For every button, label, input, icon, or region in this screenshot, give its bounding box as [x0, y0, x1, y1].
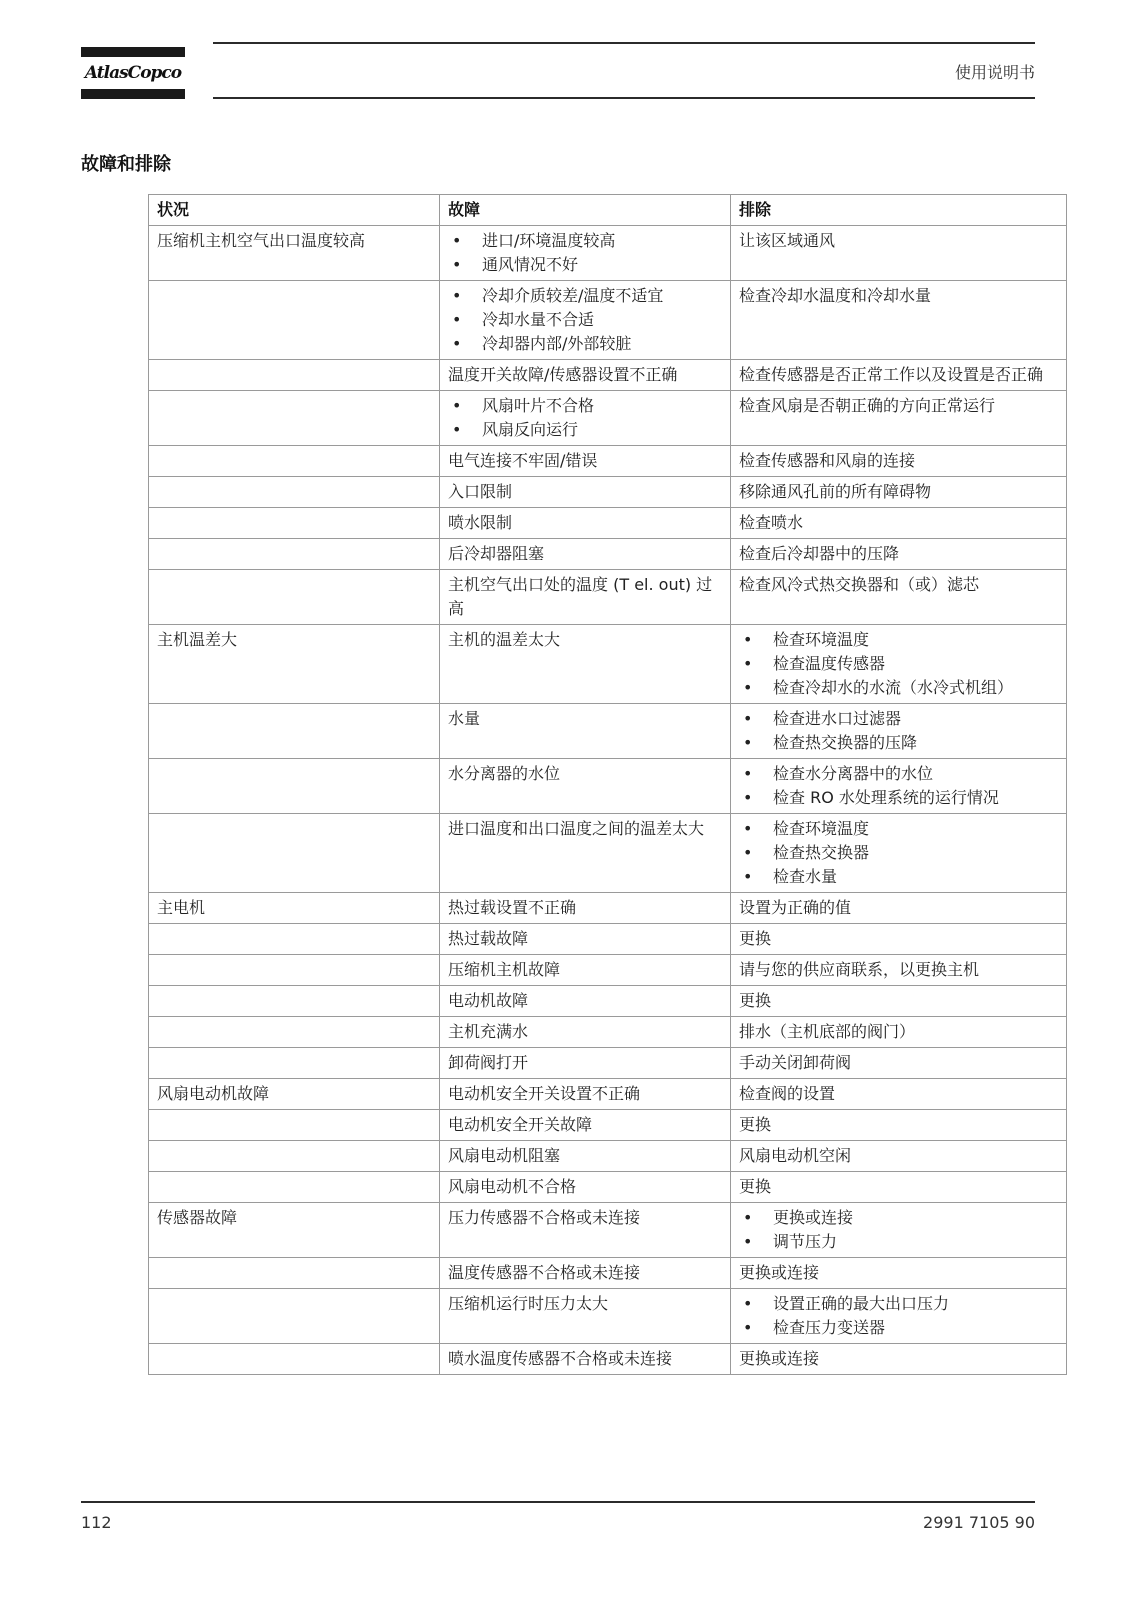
table-row: [149, 446, 1067, 477]
cell-condition: [149, 1289, 440, 1344]
cell-remedy: 设置为正确的值: [731, 893, 1067, 924]
cell-condition: [149, 1017, 440, 1048]
table-row: [149, 1079, 1067, 1110]
cell-condition: 风扇电动机故障: [149, 1079, 440, 1110]
remedy-bullet-list: [739, 1292, 1058, 1340]
table-row: [149, 477, 1067, 508]
cell-remedy: 更换或连接: [731, 1258, 1067, 1289]
cell-condition: [149, 508, 440, 539]
logo-wordmark: AtlasCopco: [84, 63, 182, 83]
table-row: [149, 226, 1067, 281]
table-row: [149, 281, 1067, 360]
table-header-row: [149, 195, 1067, 226]
table-row: [149, 391, 1067, 446]
cell-remedy: [731, 625, 1067, 704]
cell-condition: [149, 955, 440, 986]
cell-fault: 压力传感器不合格或未连接: [440, 1203, 731, 1258]
remedy-bullet-list: [739, 707, 1058, 755]
footer-rule: [81, 1501, 1035, 1503]
cell-condition: [149, 814, 440, 893]
table-body: [149, 226, 1067, 1375]
cell-condition: [149, 1141, 440, 1172]
cell-remedy: [731, 759, 1067, 814]
cell-condition: [149, 1344, 440, 1375]
cell-condition: [149, 539, 440, 570]
cell-fault: 入口限制: [440, 477, 731, 508]
cell-remedy: 检查传感器和风扇的连接: [731, 446, 1067, 477]
cell-remedy: 让该区域通风: [731, 226, 1067, 281]
bullet-item: • 检查水量: [739, 865, 1058, 889]
table-row: [149, 570, 1067, 625]
cell-remedy: [731, 1203, 1067, 1258]
cell-remedy: 检查传感器是否正常工作以及设置是否正确: [731, 360, 1067, 391]
cell-remedy: 检查冷却水温度和冷却水量: [731, 281, 1067, 360]
cell-fault: [440, 226, 731, 281]
document-number: 2991 7105 90: [923, 1513, 1035, 1532]
cell-fault: 卸荷阀打开: [440, 1048, 731, 1079]
table-row: [149, 924, 1067, 955]
cell-condition: [149, 924, 440, 955]
bullet-item: • 调节压力: [739, 1230, 1058, 1254]
cell-remedy: 检查风冷式热交换器和（或）滤芯: [731, 570, 1067, 625]
cell-remedy: 风扇电动机空闲: [731, 1141, 1067, 1172]
cell-condition: [149, 360, 440, 391]
table-row: [149, 1110, 1067, 1141]
cell-remedy: [731, 814, 1067, 893]
column-header-condition: 状况: [149, 195, 440, 226]
cell-remedy: 检查风扇是否朝正确的方向正常运行: [731, 391, 1067, 446]
cell-fault: [440, 281, 731, 360]
cell-fault: 喷水温度传感器不合格或未连接: [440, 1344, 731, 1375]
table-row: [149, 893, 1067, 924]
bullet-item: • 检查环境温度: [739, 628, 1058, 652]
atlas-copco-logo: [81, 47, 185, 99]
fault-bullet-list: [448, 284, 722, 356]
bullet-item: • 冷却水量不合适: [448, 308, 722, 332]
cell-condition: [149, 570, 440, 625]
cell-remedy: [731, 1289, 1067, 1344]
table-row: [149, 360, 1067, 391]
table-row: [149, 1344, 1067, 1375]
cell-fault: 电动机安全开关设置不正确: [440, 1079, 731, 1110]
bullet-item: • 检查进水口过滤器: [739, 707, 1058, 731]
bullet-item: • 检查冷却水的水流（水冷式机组）: [739, 676, 1058, 700]
table-row: [149, 1258, 1067, 1289]
cell-fault: 水分离器的水位: [440, 759, 731, 814]
remedy-bullet-list: [739, 817, 1058, 889]
table-row: [149, 955, 1067, 986]
table-row: [149, 625, 1067, 704]
cell-remedy: 检查阀的设置: [731, 1079, 1067, 1110]
table-row: [149, 1017, 1067, 1048]
cell-fault: 电气连接不牢固/错误: [440, 446, 731, 477]
cell-remedy: 更换: [731, 1172, 1067, 1203]
cell-fault: 压缩机运行时压力太大: [440, 1289, 731, 1344]
bullet-item: • 设置正确的最大出口压力: [739, 1292, 1058, 1316]
cell-fault: 温度传感器不合格或未连接: [440, 1258, 731, 1289]
cell-remedy: 排水（主机底部的阀门）: [731, 1017, 1067, 1048]
cell-fault: 主机空气出口处的温度 (T el. out) 过高: [440, 570, 731, 625]
fault-bullet-list: [448, 229, 722, 277]
cell-fault: 电动机安全开关故障: [440, 1110, 731, 1141]
column-header-fault: 故障: [440, 195, 731, 226]
column-header-remedy: 排除: [731, 195, 1067, 226]
table-row: [149, 1203, 1067, 1258]
cell-remedy: 检查喷水: [731, 508, 1067, 539]
table-row: [149, 986, 1067, 1017]
table-row: [149, 1048, 1067, 1079]
cell-remedy: 更换: [731, 986, 1067, 1017]
bullet-item: • 进口/环境温度较高: [448, 229, 722, 253]
bullet-item: • 风扇反向运行: [448, 418, 722, 442]
table-row: [149, 704, 1067, 759]
cell-fault: 进口温度和出口温度之间的温差太大: [440, 814, 731, 893]
bullet-item: • 更换或连接: [739, 1206, 1058, 1230]
troubleshooting-table: [148, 194, 1067, 1375]
cell-fault: 主机充满水: [440, 1017, 731, 1048]
cell-condition: [149, 1258, 440, 1289]
remedy-bullet-list: [739, 1206, 1058, 1254]
header-rule-bottom: [213, 97, 1035, 99]
cell-fault: 温度开关故障/传感器设置不正确: [440, 360, 731, 391]
cell-condition: [149, 1110, 440, 1141]
cell-fault: 压缩机主机故障: [440, 955, 731, 986]
cell-condition: [149, 986, 440, 1017]
cell-remedy: 移除通风孔前的所有障碍物: [731, 477, 1067, 508]
cell-condition: [149, 759, 440, 814]
table-row: [149, 1141, 1067, 1172]
bullet-item: • 冷却器内部/外部较脏: [448, 332, 722, 356]
bullet-item: • 检查 RO 水处理系统的运行情况: [739, 786, 1058, 810]
section-title: 故障和排除: [81, 154, 171, 175]
cell-fault: 风扇电动机阻塞: [440, 1141, 731, 1172]
table-row: [149, 759, 1067, 814]
cell-remedy: 更换: [731, 924, 1067, 955]
cell-fault: 主机的温差太大: [440, 625, 731, 704]
bullet-item: • 检查水分离器中的水位: [739, 762, 1058, 786]
cell-fault: 水量: [440, 704, 731, 759]
bullet-item: • 检查温度传感器: [739, 652, 1058, 676]
cell-fault: [440, 391, 731, 446]
bullet-item: • 冷却介质较差/温度不适宜: [448, 284, 722, 308]
cell-condition: 压缩机主机空气出口温度较高: [149, 226, 440, 281]
page-number: 112: [81, 1513, 112, 1532]
cell-remedy: 请与您的供应商联系，以更换主机: [731, 955, 1067, 986]
bullet-item: • 检查压力变送器: [739, 1316, 1058, 1340]
table-row: [149, 1172, 1067, 1203]
bullet-item: • 风扇叶片不合格: [448, 394, 722, 418]
cell-condition: [149, 446, 440, 477]
cell-fault: 电动机故障: [440, 986, 731, 1017]
cell-fault: 热过载故障: [440, 924, 731, 955]
cell-condition: [149, 1048, 440, 1079]
cell-condition: [149, 281, 440, 360]
cell-remedy: [731, 704, 1067, 759]
bullet-item: • 检查热交换器: [739, 841, 1058, 865]
document-title: 使用说明书: [954, 63, 1035, 82]
cell-fault: 热过载设置不正确: [440, 893, 731, 924]
cell-remedy: 更换: [731, 1110, 1067, 1141]
cell-condition: [149, 477, 440, 508]
cell-remedy: 检查后冷却器中的压降: [731, 539, 1067, 570]
table-row: [149, 1289, 1067, 1344]
cell-condition: 传感器故障: [149, 1203, 440, 1258]
cell-fault: 喷水限制: [440, 508, 731, 539]
bullet-item: • 检查热交换器的压降: [739, 731, 1058, 755]
logo-bar-top: [81, 47, 185, 57]
table-row: [149, 814, 1067, 893]
cell-condition: 主机温差大: [149, 625, 440, 704]
header-rule-top: [213, 42, 1035, 44]
remedy-bullet-list: [739, 628, 1058, 700]
table-row: [149, 539, 1067, 570]
bullet-item: • 检查环境温度: [739, 817, 1058, 841]
bullet-item: • 通风情况不好: [448, 253, 722, 277]
remedy-bullet-list: [739, 762, 1058, 810]
cell-fault: 风扇电动机不合格: [440, 1172, 731, 1203]
cell-remedy: 更换或连接: [731, 1344, 1067, 1375]
cell-fault: 后冷却器阻塞: [440, 539, 731, 570]
fault-bullet-list: [448, 394, 722, 442]
table-row: [149, 508, 1067, 539]
cell-condition: 主电机: [149, 893, 440, 924]
logo-bar-bottom: [81, 89, 185, 99]
cell-condition: [149, 1172, 440, 1203]
cell-remedy: 手动关闭卸荷阀: [731, 1048, 1067, 1079]
cell-condition: [149, 391, 440, 446]
cell-condition: [149, 704, 440, 759]
